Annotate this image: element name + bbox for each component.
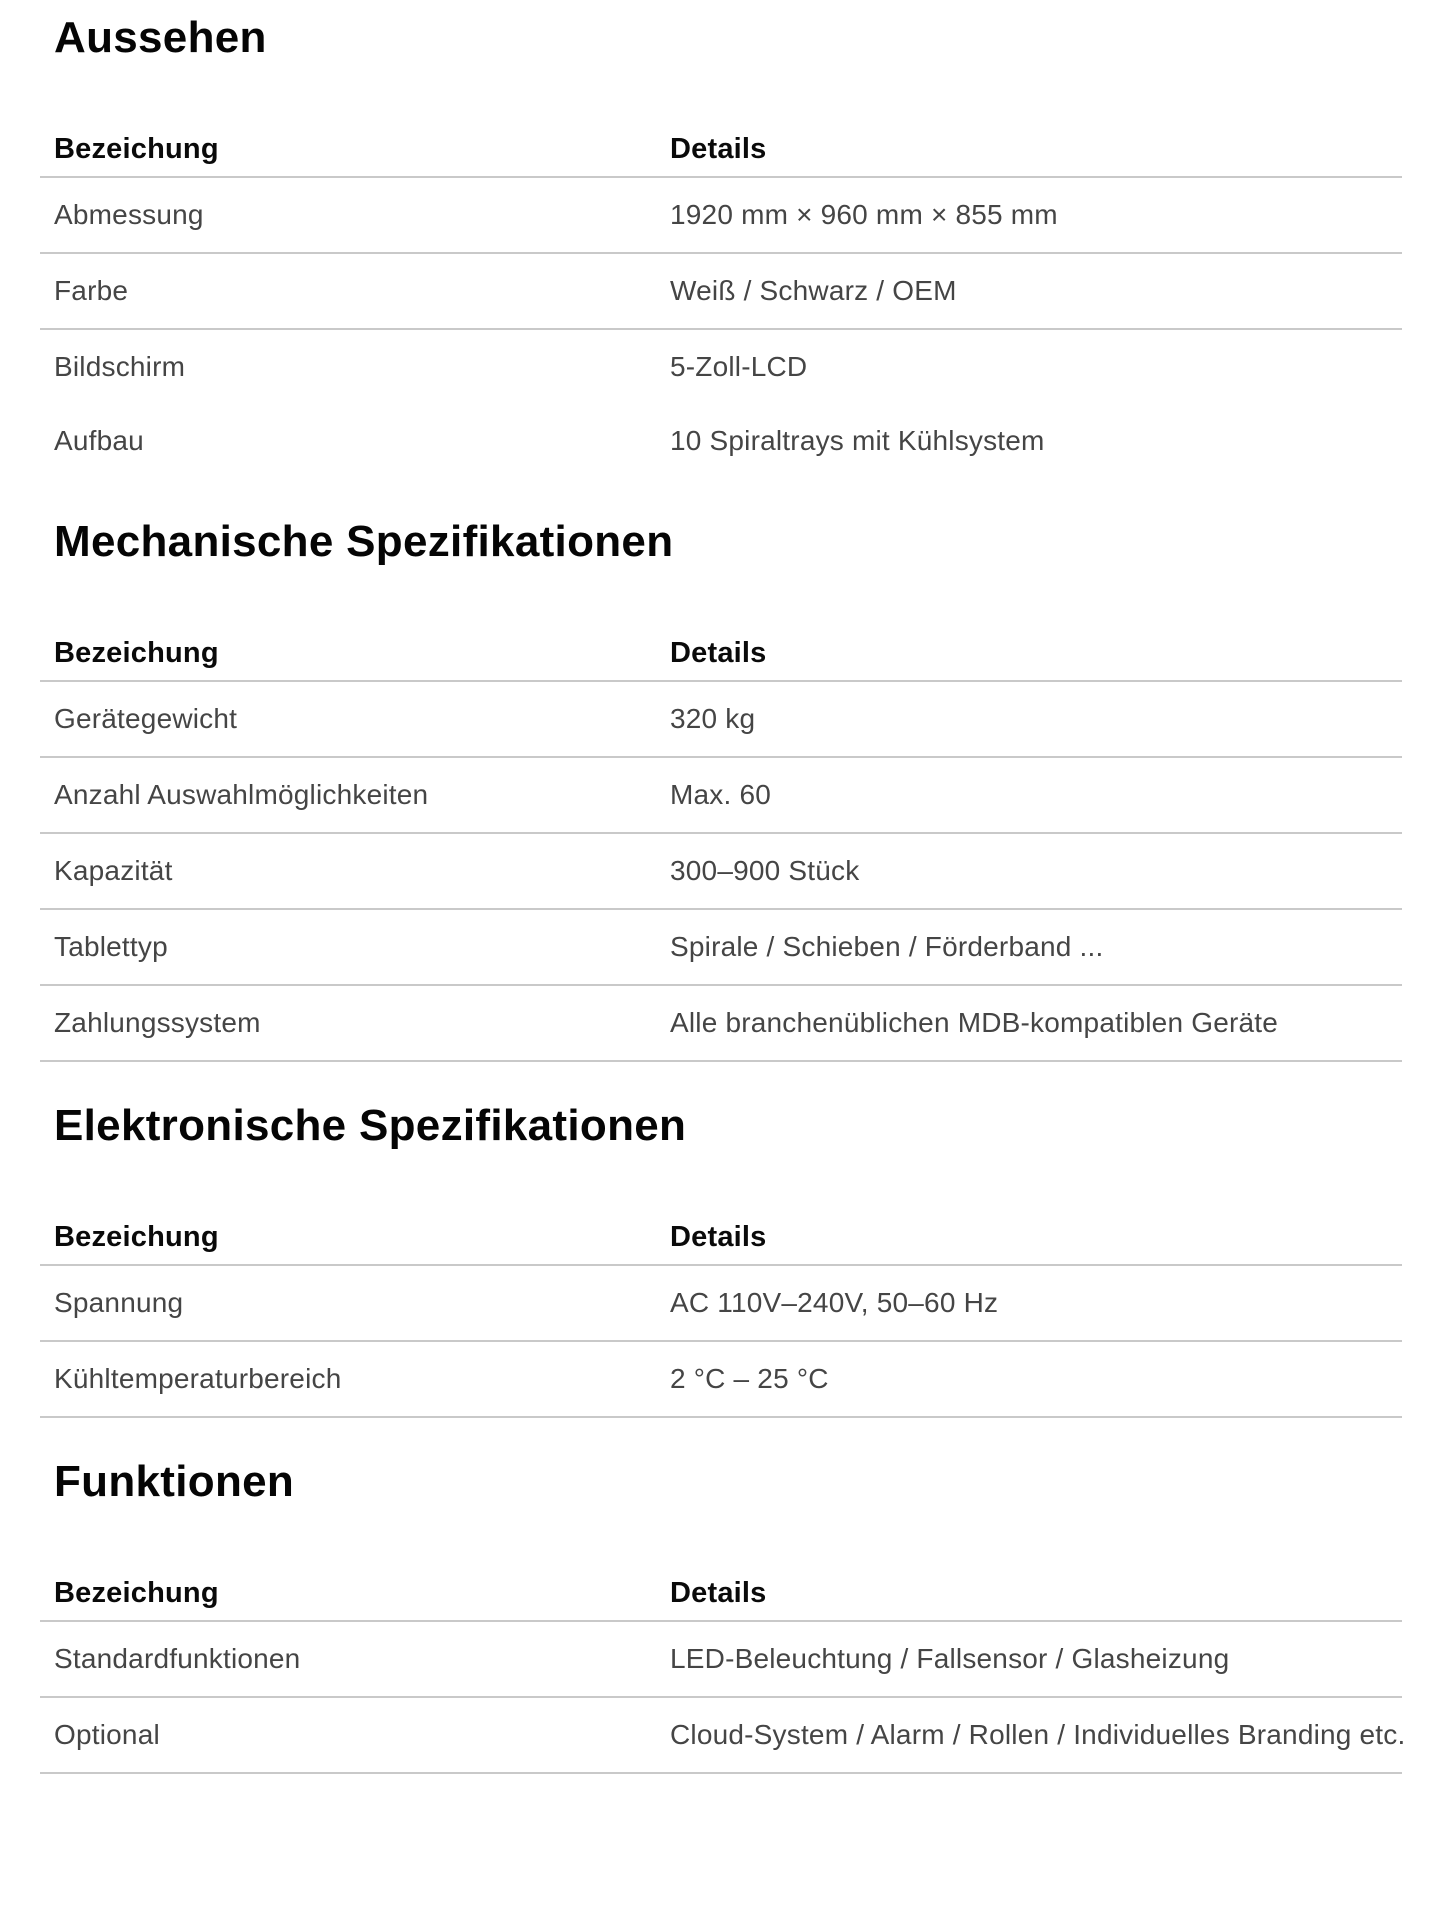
table-header-row: [40, 120, 1402, 178]
table-row: [40, 178, 1402, 254]
spec-value: LED-Beleuchtung / Fallsensor / Glasheizung: [670, 1643, 1230, 1674]
spec-table-mechanisch: [40, 624, 1402, 1062]
spec-value: 5-Zoll-LCD: [670, 351, 808, 382]
spec-name: Kapazität: [54, 855, 173, 886]
table-row: [40, 1266, 1402, 1342]
table-row: [40, 330, 1402, 404]
spec-table-aussehen: [40, 120, 1402, 478]
table-row: [40, 1342, 1402, 1418]
spec-value: 320 kg: [670, 703, 756, 734]
table-row: [40, 254, 1402, 330]
spec-value: AC 110V–240V, 50–60 Hz: [670, 1287, 999, 1318]
spec-name: Aufbau: [54, 425, 144, 456]
table-row: [40, 986, 1402, 1062]
section-funktionen: [40, 1456, 1406, 1774]
spec-value: 10 Spiraltrays mit Kühlsystem: [670, 425, 1045, 456]
table-row: [40, 404, 1402, 478]
spec-name: Zahlungssystem: [54, 1007, 261, 1038]
spec-name: Gerätegewicht: [54, 703, 238, 734]
spec-value: 1920 mm × 960 mm × 855 mm: [670, 199, 1058, 230]
spec-name: Farbe: [54, 275, 129, 306]
table-row: [40, 834, 1402, 910]
column-header-bezeichung: Bezeichung: [54, 637, 219, 669]
table-row: [40, 1698, 1406, 1774]
column-header-bezeichung: Bezeichung: [54, 1577, 219, 1609]
spec-value: Max. 60: [670, 779, 771, 810]
section-aussehen: [40, 12, 1402, 478]
table-row: [40, 1622, 1402, 1698]
spec-name: Optional: [54, 1719, 160, 1750]
spec-name: Bildschirm: [54, 351, 186, 382]
table-row: [40, 682, 1402, 758]
spec-name: Kühltemperaturbereich: [54, 1363, 342, 1394]
column-header-bezeichung: Bezeichung: [54, 1221, 219, 1253]
table-header-row: [40, 1564, 1402, 1622]
spec-table-elektronisch: [40, 1208, 1402, 1418]
spec-name: Spannung: [54, 1287, 184, 1318]
spec-name: Abmessung: [54, 199, 204, 230]
table-header-row: [40, 1208, 1402, 1266]
spec-value: Cloud-System / Alarm / Rollen / Individuelles Branding etc.: [670, 1719, 1406, 1750]
section-title: Aussehen: [54, 13, 267, 62]
spec-value: 300–900 Stück: [670, 855, 860, 886]
section-mechanische-spezifikationen: [40, 516, 1402, 1062]
spec-value: Spirale / Schieben / Förderband ...: [670, 931, 1104, 962]
column-header-bezeichung: Bezeichung: [54, 133, 219, 165]
column-header-details: Details: [670, 637, 767, 669]
section-title: Elektronische Spezifikationen: [54, 1101, 687, 1150]
section-title: Mechanische Spezifikationen: [54, 517, 674, 566]
spec-name: Standardfunktionen: [54, 1643, 301, 1674]
spec-value: Alle branchenüblichen MDB-kompatiblen Geräte: [670, 1007, 1279, 1038]
table-header-row: [40, 624, 1402, 682]
spec-value: Weiß / Schwarz / OEM: [670, 275, 957, 306]
column-header-details: Details: [670, 133, 767, 165]
spec-name: Tablettyp: [54, 931, 168, 962]
spec-name: Anzahl Auswahlmöglichkeiten: [54, 779, 429, 810]
column-header-details: Details: [670, 1577, 767, 1609]
section-title: Funktionen: [54, 1457, 295, 1506]
column-header-details: Details: [670, 1221, 767, 1253]
spec-value: 2 °C – 25 °C: [670, 1363, 829, 1394]
table-row: [40, 758, 1402, 834]
table-row: [40, 910, 1402, 986]
section-elektronische-spezifikationen: [40, 1100, 1402, 1418]
spec-table-funktionen: [40, 1564, 1406, 1774]
